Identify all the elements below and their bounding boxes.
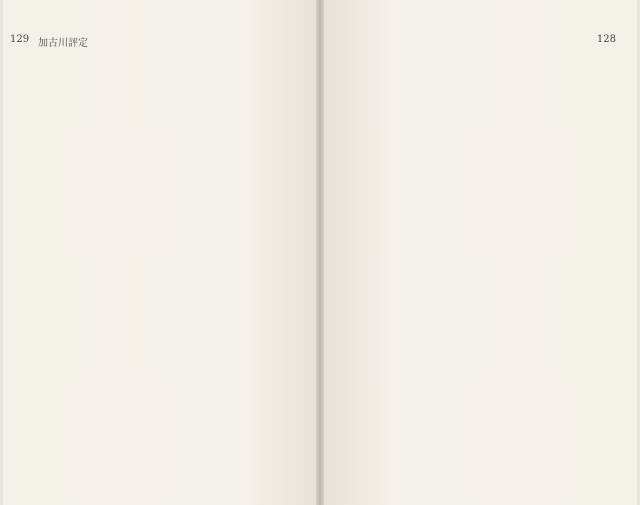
right-page-body: [336, 52, 622, 482]
text-line: [238, 52, 250, 482]
running-head: 加古川評定: [38, 38, 88, 49]
book-gutter: [316, 0, 324, 505]
left-page-body: [12, 52, 306, 482]
text-line: [153, 52, 165, 482]
text-line: [488, 52, 501, 482]
text-line: [294, 52, 306, 482]
text-line: [533, 52, 546, 482]
text-line: [125, 52, 137, 482]
text-line: [97, 52, 109, 482]
text-line: [280, 52, 292, 482]
text-line: [518, 52, 531, 482]
text-line: [252, 52, 264, 482]
text-line: [563, 52, 576, 482]
text-line: [366, 52, 379, 482]
text-line: [457, 52, 470, 482]
page-number: 129: [10, 34, 30, 45]
text-line: [209, 52, 221, 482]
text-line: [336, 52, 349, 482]
text-line: [266, 52, 278, 482]
text-line: [412, 52, 425, 482]
text-line: [548, 52, 561, 482]
text-line: [397, 52, 410, 482]
text-line: [442, 52, 455, 482]
text-line: [68, 52, 80, 482]
page-number: 128: [596, 34, 616, 45]
text-line: [579, 52, 592, 482]
right-page: [320, 0, 640, 505]
text-line: [594, 52, 607, 482]
text-line: [195, 52, 207, 482]
text-line: [503, 52, 516, 482]
text-line: [472, 52, 485, 482]
text-line: [427, 52, 440, 482]
page-edge-left: [0, 0, 3, 505]
text-line: [12, 52, 24, 482]
text-line: [351, 52, 364, 482]
text-line: [111, 52, 123, 482]
text-line: [26, 52, 38, 482]
text-line: [167, 52, 179, 482]
text-line: [181, 52, 193, 482]
text-line: [83, 52, 95, 482]
text-line: [382, 52, 395, 482]
text-line: [223, 52, 235, 482]
text-line: [40, 52, 52, 482]
text-line: [139, 52, 151, 482]
text-line: [54, 52, 66, 482]
text-line: [609, 52, 622, 482]
